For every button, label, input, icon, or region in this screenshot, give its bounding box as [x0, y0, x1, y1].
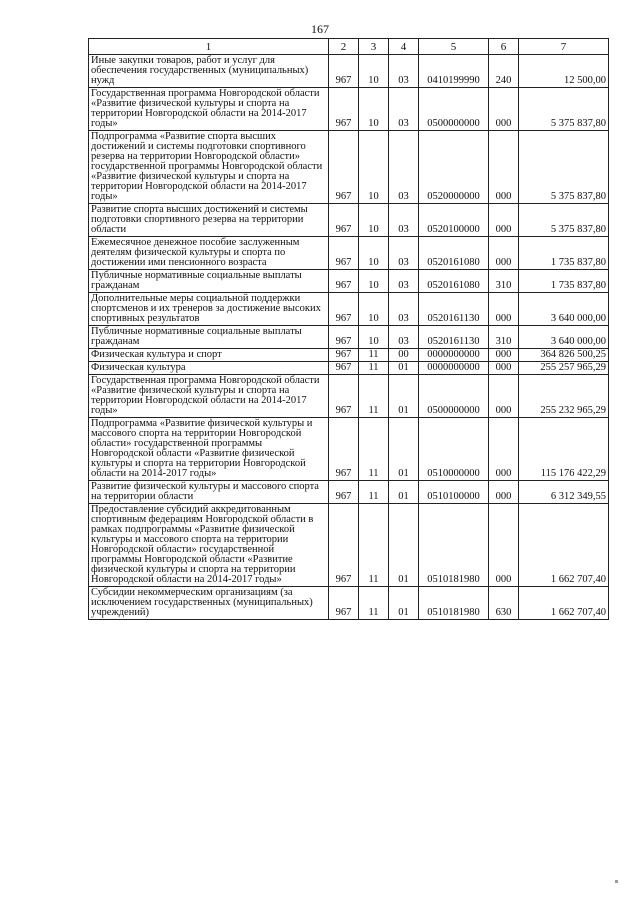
row-type-cell: 240 — [489, 55, 519, 88]
table-row — [89, 270, 609, 293]
row-section-cell: 11 — [359, 375, 389, 418]
row-type-cell: 000 — [489, 237, 519, 270]
row-subsection-cell: 01 — [389, 362, 419, 375]
row-code-cell: 967 — [329, 293, 359, 326]
row-subsection-cell: 03 — [389, 293, 419, 326]
header-cell: 2 — [329, 39, 359, 55]
row-amount-cell: 115 176 422,29 — [519, 418, 609, 481]
row-type-cell: 000 — [489, 349, 519, 362]
row-code-cell: 967 — [329, 88, 359, 131]
row-target-cell: 0520161130 — [419, 326, 489, 349]
row-target-cell: 0520161080 — [419, 270, 489, 293]
row-name-cell: Подпрограмма «Развитие спорта высших достижений и системы подготовки спортивного резерва на территории Новгородской области» государственной программы Новгородской области «Развитие физической культуры и спорта на территории Новгородской области на 2014-2017 годы» — [89, 131, 329, 204]
row-subsection-cell: 00 — [389, 349, 419, 362]
row-subsection-cell: 01 — [389, 481, 419, 504]
row-type-cell: 630 — [489, 587, 519, 620]
row-name-cell: Государственная программа Новгородской области «Развитие физической культуры и спорта на территории Новгородской области на 2014-2017 годы» — [89, 88, 329, 131]
row-name-cell: Субсидии некоммерческим организациям (за исключением государственных (муниципальных) учреждений) — [89, 587, 329, 620]
row-subsection-cell: 03 — [389, 88, 419, 131]
table-row — [89, 326, 609, 349]
scan-mark — [615, 880, 618, 883]
row-subsection-cell: 01 — [389, 418, 419, 481]
table-row — [89, 55, 609, 88]
row-target-cell: 0000000000 — [419, 362, 489, 375]
row-type-cell: 000 — [489, 418, 519, 481]
row-subsection-cell: 01 — [389, 587, 419, 620]
row-section-cell: 10 — [359, 270, 389, 293]
row-name-cell: Физическая культура — [89, 362, 329, 375]
row-section-cell: 10 — [359, 237, 389, 270]
header-cell: 6 — [489, 39, 519, 55]
row-code-cell: 967 — [329, 326, 359, 349]
row-name-cell: Иные закупки товаров, работ и услуг для обеспечения государственных (муниципальных) нужд — [89, 55, 329, 88]
row-type-cell: 000 — [489, 504, 519, 587]
row-name-cell: Государственная программа Новгородской области «Развитие физической культуры и спорта на территории Новгородской области на 2014-2017 годы» — [89, 375, 329, 418]
row-name-cell: Физическая культура и спорт — [89, 349, 329, 362]
row-amount-cell: 364 826 500,25 — [519, 349, 609, 362]
row-name-cell: Предоставление субсидий аккредитованным спортивным федерациям Новгородской области в рамках подпрограммы «Развитие физической культуры и массового спорта на территории Новгородской области» государственной программы Новгородской области «Развитие физической культуры и спорта на территории Новгородской области на 2014-2017 годы» — [89, 504, 329, 587]
table-row — [89, 131, 609, 204]
row-name-cell: Подпрограмма «Развитие физической культуры и массового спорта на территории Новгородской области» государственной программы Новгородской области «Развитие физической культуры и спорта на территории Новгородской области на 2014-2017 годы» — [89, 418, 329, 481]
row-amount-cell: 3 640 000,00 — [519, 326, 609, 349]
row-type-cell: 000 — [489, 481, 519, 504]
row-code-cell: 967 — [329, 504, 359, 587]
row-section-cell: 11 — [359, 349, 389, 362]
row-section-cell: 11 — [359, 481, 389, 504]
row-code-cell: 967 — [329, 481, 359, 504]
row-target-cell: 0510181980 — [419, 587, 489, 620]
row-subsection-cell: 03 — [389, 326, 419, 349]
row-target-cell: 0500000000 — [419, 375, 489, 418]
budget-table — [88, 38, 609, 620]
row-name-cell: Ежемесячное денежное пособие заслуженным деятелям физической культуры и спорта по достижении ими пенсионного возраста — [89, 237, 329, 270]
page-number: 167 — [311, 22, 329, 36]
row-amount-cell: 1 735 837,80 — [519, 237, 609, 270]
header-cell: 4 — [389, 39, 419, 55]
row-target-cell: 0520161130 — [419, 293, 489, 326]
row-section-cell: 10 — [359, 204, 389, 237]
row-code-cell: 967 — [329, 204, 359, 237]
row-code-cell: 967 — [329, 55, 359, 88]
row-code-cell: 967 — [329, 270, 359, 293]
row-target-cell: 0520100000 — [419, 204, 489, 237]
row-amount-cell: 5 375 837,80 — [519, 88, 609, 131]
row-target-cell: 0520000000 — [419, 131, 489, 204]
row-amount-cell: 5 375 837,80 — [519, 131, 609, 204]
row-name-cell: Развитие физической культуры и массового спорта на территории области — [89, 481, 329, 504]
row-name-cell: Развитие спорта высших достижений и системы подготовки спортивного резерва на территории области — [89, 204, 329, 237]
row-amount-cell: 1 735 837,80 — [519, 270, 609, 293]
table-row — [89, 362, 609, 375]
row-target-cell: 0520161080 — [419, 237, 489, 270]
row-code-cell: 967 — [329, 349, 359, 362]
row-type-cell: 000 — [489, 204, 519, 237]
row-subsection-cell: 03 — [389, 270, 419, 293]
row-section-cell: 10 — [359, 326, 389, 349]
row-amount-cell: 6 312 349,55 — [519, 481, 609, 504]
row-subsection-cell: 03 — [389, 131, 419, 204]
row-subsection-cell: 03 — [389, 55, 419, 88]
row-code-cell: 967 — [329, 362, 359, 375]
row-section-cell: 10 — [359, 131, 389, 204]
header-cell: 5 — [419, 39, 489, 55]
row-section-cell: 11 — [359, 418, 389, 481]
row-amount-cell: 5 375 837,80 — [519, 204, 609, 237]
row-section-cell: 10 — [359, 55, 389, 88]
table-row — [89, 293, 609, 326]
row-target-cell: 0510000000 — [419, 418, 489, 481]
row-section-cell: 11 — [359, 504, 389, 587]
header-cell: 1 — [89, 39, 329, 55]
table-row — [89, 349, 609, 362]
row-subsection-cell: 03 — [389, 237, 419, 270]
table-row — [89, 587, 609, 620]
row-target-cell: 0510181980 — [419, 504, 489, 587]
header-cell: 3 — [359, 39, 389, 55]
row-type-cell: 310 — [489, 270, 519, 293]
row-section-cell: 11 — [359, 362, 389, 375]
table-row — [89, 375, 609, 418]
table-row — [89, 237, 609, 270]
row-type-cell: 000 — [489, 362, 519, 375]
row-section-cell: 11 — [359, 587, 389, 620]
table-row — [89, 481, 609, 504]
table-header-row — [89, 39, 609, 55]
row-amount-cell: 1 662 707,40 — [519, 587, 609, 620]
row-code-cell: 967 — [329, 418, 359, 481]
row-target-cell: 0000000000 — [419, 349, 489, 362]
row-section-cell: 10 — [359, 88, 389, 131]
table-row — [89, 88, 609, 131]
row-amount-cell: 255 232 965,29 — [519, 375, 609, 418]
row-target-cell: 0410199990 — [419, 55, 489, 88]
row-amount-cell: 255 257 965,29 — [519, 362, 609, 375]
row-subsection-cell: 01 — [389, 504, 419, 587]
table-row — [89, 504, 609, 587]
table-row — [89, 418, 609, 481]
row-amount-cell: 12 500,00 — [519, 55, 609, 88]
row-type-cell: 000 — [489, 293, 519, 326]
row-name-cell: Публичные нормативные социальные выплаты гражданам — [89, 326, 329, 349]
row-type-cell: 310 — [489, 326, 519, 349]
row-target-cell: 0510100000 — [419, 481, 489, 504]
row-amount-cell: 1 662 707,40 — [519, 504, 609, 587]
table-row — [89, 204, 609, 237]
row-subsection-cell: 01 — [389, 375, 419, 418]
row-section-cell: 10 — [359, 293, 389, 326]
row-type-cell: 000 — [489, 88, 519, 131]
row-subsection-cell: 03 — [389, 204, 419, 237]
row-code-cell: 967 — [329, 237, 359, 270]
row-code-cell: 967 — [329, 375, 359, 418]
row-code-cell: 967 — [329, 131, 359, 204]
row-name-cell: Дополнительные меры социальной поддержки спортсменов и их тренеров за достижение высоких спортивных результатов — [89, 293, 329, 326]
row-amount-cell: 3 640 000,00 — [519, 293, 609, 326]
row-code-cell: 967 — [329, 587, 359, 620]
row-name-cell: Публичные нормативные социальные выплаты гражданам — [89, 270, 329, 293]
row-type-cell: 000 — [489, 375, 519, 418]
header-cell: 7 — [519, 39, 609, 55]
row-type-cell: 000 — [489, 131, 519, 204]
row-target-cell: 0500000000 — [419, 88, 489, 131]
